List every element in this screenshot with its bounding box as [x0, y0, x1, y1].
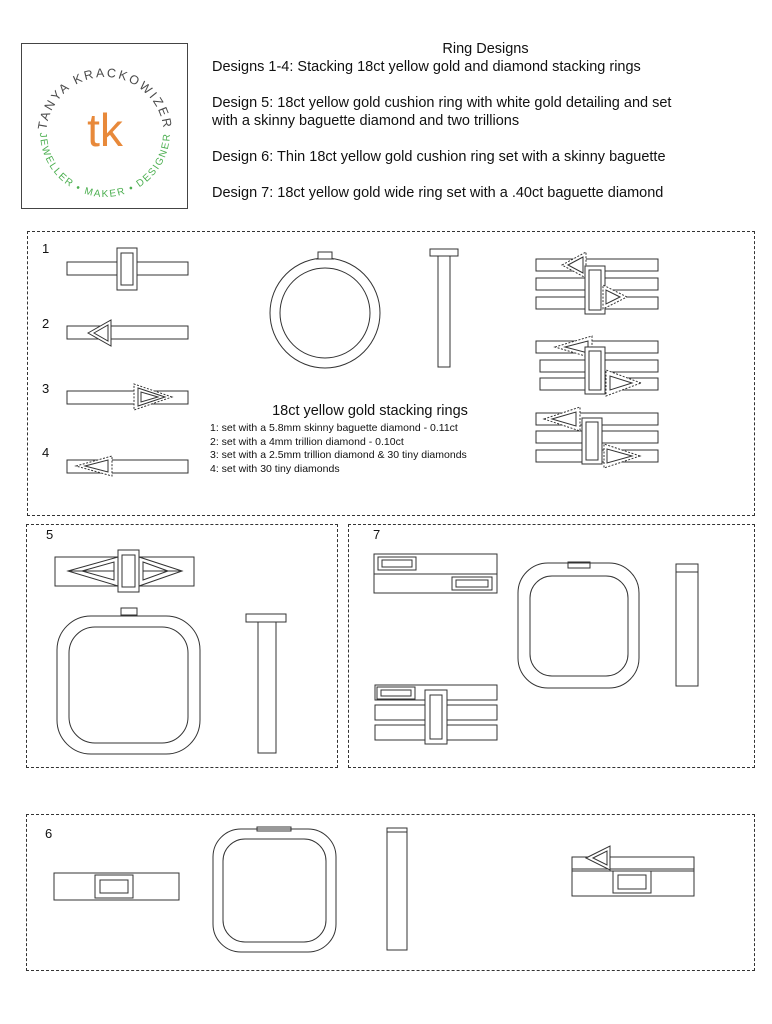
stack-combo-3: [536, 407, 658, 468]
design-7-stack-combo: [375, 685, 497, 744]
caption-title: 18ct yellow gold stacking rings: [272, 403, 468, 419]
design-2-band: [67, 320, 188, 346]
caption-line-2: 2: set with a 4mm trillion diamond - 0.10ct: [210, 435, 404, 448]
stack-combo-2: [536, 336, 658, 396]
design-number-4: 4: [42, 445, 50, 460]
design-number-7: 7: [373, 527, 381, 542]
design-7-side-view: [676, 564, 698, 686]
design-3-band: [67, 384, 188, 410]
round-ring-front-view: [270, 252, 380, 368]
design-number-6: 6: [45, 826, 53, 841]
design-6-side-view: [387, 828, 407, 950]
design-5-side-view: [246, 614, 286, 753]
design-5-band-top: [55, 550, 194, 592]
round-ring-side-view: [430, 249, 458, 367]
caption-line-4: 4: set with 30 tiny diamonds: [210, 462, 340, 475]
logo-name-arc: TANYA KRACKOWIZER: [35, 65, 175, 131]
logo-tagline-arc: JEWELLER • MAKER • DESIGNER: [36, 132, 174, 201]
logo-monogram: tk: [87, 104, 123, 156]
header-line-design-7: Design 7: 18ct yellow gold wide ring set with a .40ct baguette diamond: [212, 185, 664, 201]
design-7-cushion-front: [518, 562, 639, 688]
header-line-design-5a: Design 5: 18ct yellow gold cushion ring with white gold detailing and set: [212, 95, 672, 111]
design-number-3: 3: [42, 381, 50, 396]
design-6-band-top: [54, 873, 179, 900]
stack-combo-1: [536, 252, 658, 314]
page-title: Ring Designs: [442, 41, 529, 57]
design-number-1: 1: [42, 241, 50, 256]
design-1-band: [67, 248, 188, 290]
design-7-stack-top: [374, 554, 497, 593]
design-number-2: 2: [42, 316, 50, 331]
design-6-cushion-front: [213, 827, 336, 952]
caption-line-1: 1: set with a 5.8mm skinny baguette diamond - 0.11ct: [210, 422, 458, 434]
caption-line-3: 3: set with a 2.5mm trillion diamond & 30 tiny diamonds: [210, 449, 467, 461]
design-4-band: [67, 456, 188, 476]
header-line-design-6: Design 6: Thin 18ct yellow gold cushion ring set with a skinny baguette: [212, 149, 666, 165]
header-line-design-5b: with a skinny baguette diamond and two trillions: [212, 113, 520, 129]
design-6-stack-combo: [572, 846, 694, 896]
design-5-cushion-front: [57, 608, 200, 754]
header-line-designs-1-4: Designs 1-4: Stacking 18ct yellow gold and diamond stacking rings: [212, 59, 641, 75]
design-number-5: 5: [46, 527, 54, 542]
